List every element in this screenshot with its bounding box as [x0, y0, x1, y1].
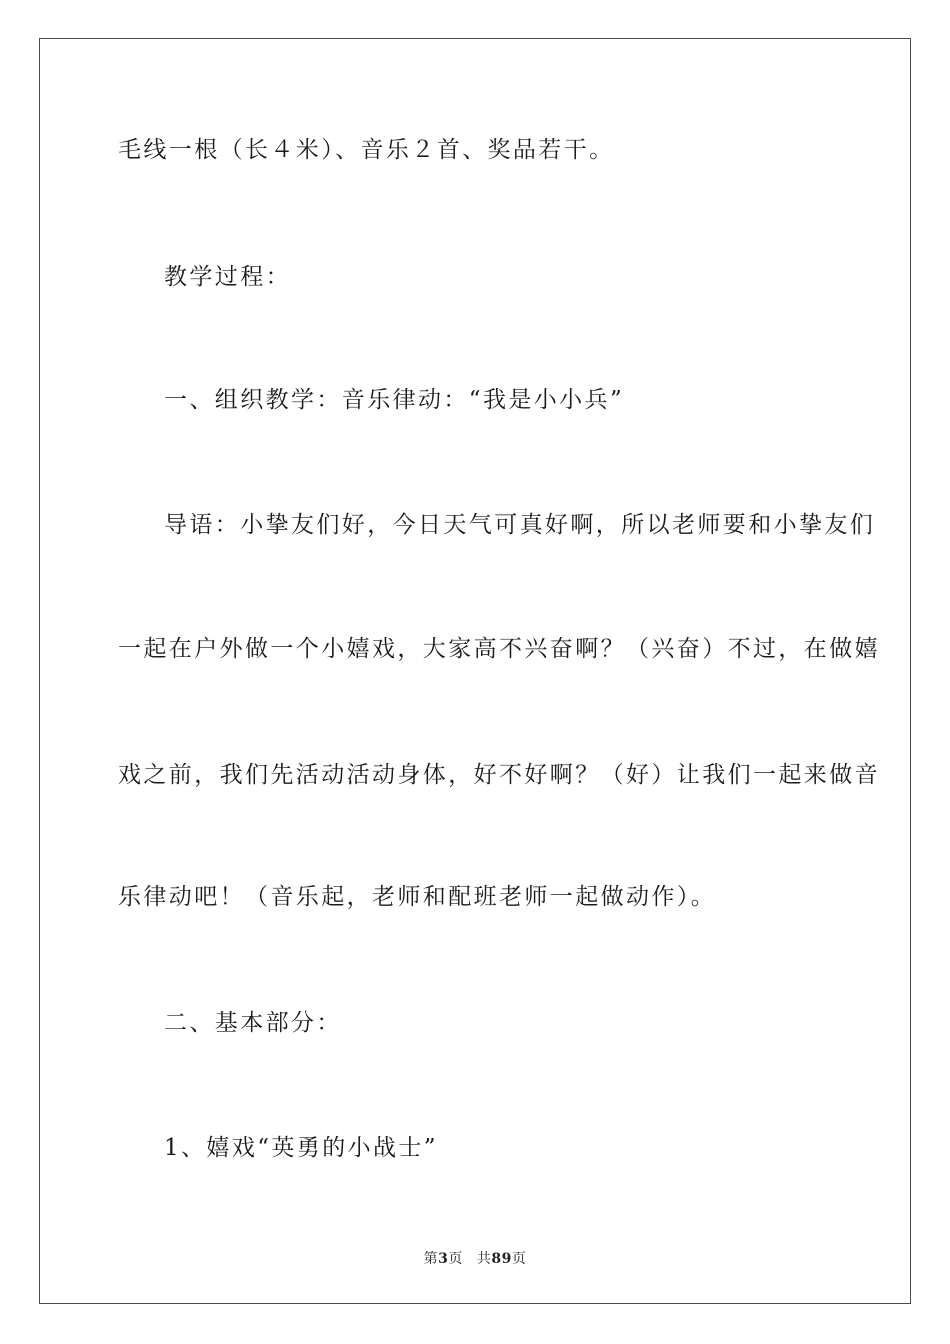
paragraph-line: 导语：小挚友们好，今日天气可真好啊，所以老师要和小挚友们 [164, 512, 876, 538]
paragraph-line: 戏之前，我们先活动活动身体，好不好啊？（好）让我们一起来做音 [118, 762, 880, 788]
page-current: 3 [438, 1251, 449, 1267]
total-unit: 页 [511, 1251, 527, 1267]
paragraph-line: 教学过程： [164, 264, 291, 290]
paragraph-line: 毛线一根（长４米）、音乐２首、奖品若干。 [118, 137, 615, 163]
paragraph-line: 乐律动吧！（音乐起，老师和配班老师一起做动作）。 [118, 884, 717, 910]
page-border [39, 38, 911, 1304]
subsection-heading: 1、嬉戏“英勇的小战士” [164, 1135, 438, 1161]
page-prefix: 第 [423, 1251, 439, 1267]
paragraph-line: 一起在户外做一个小嬉戏，大家高不兴奋啊？（兴奋）不过，在做嬉 [118, 636, 880, 662]
page-unit: 页 [448, 1251, 463, 1267]
page-total: 89 [491, 1251, 512, 1267]
total-prefix: 共 [476, 1251, 492, 1267]
section-heading: 一、组织教学：音乐律动：“我是小小兵” [164, 387, 625, 413]
page-footer [0, 1248, 950, 1268]
section-heading: 二、基本部分： [164, 1010, 342, 1036]
